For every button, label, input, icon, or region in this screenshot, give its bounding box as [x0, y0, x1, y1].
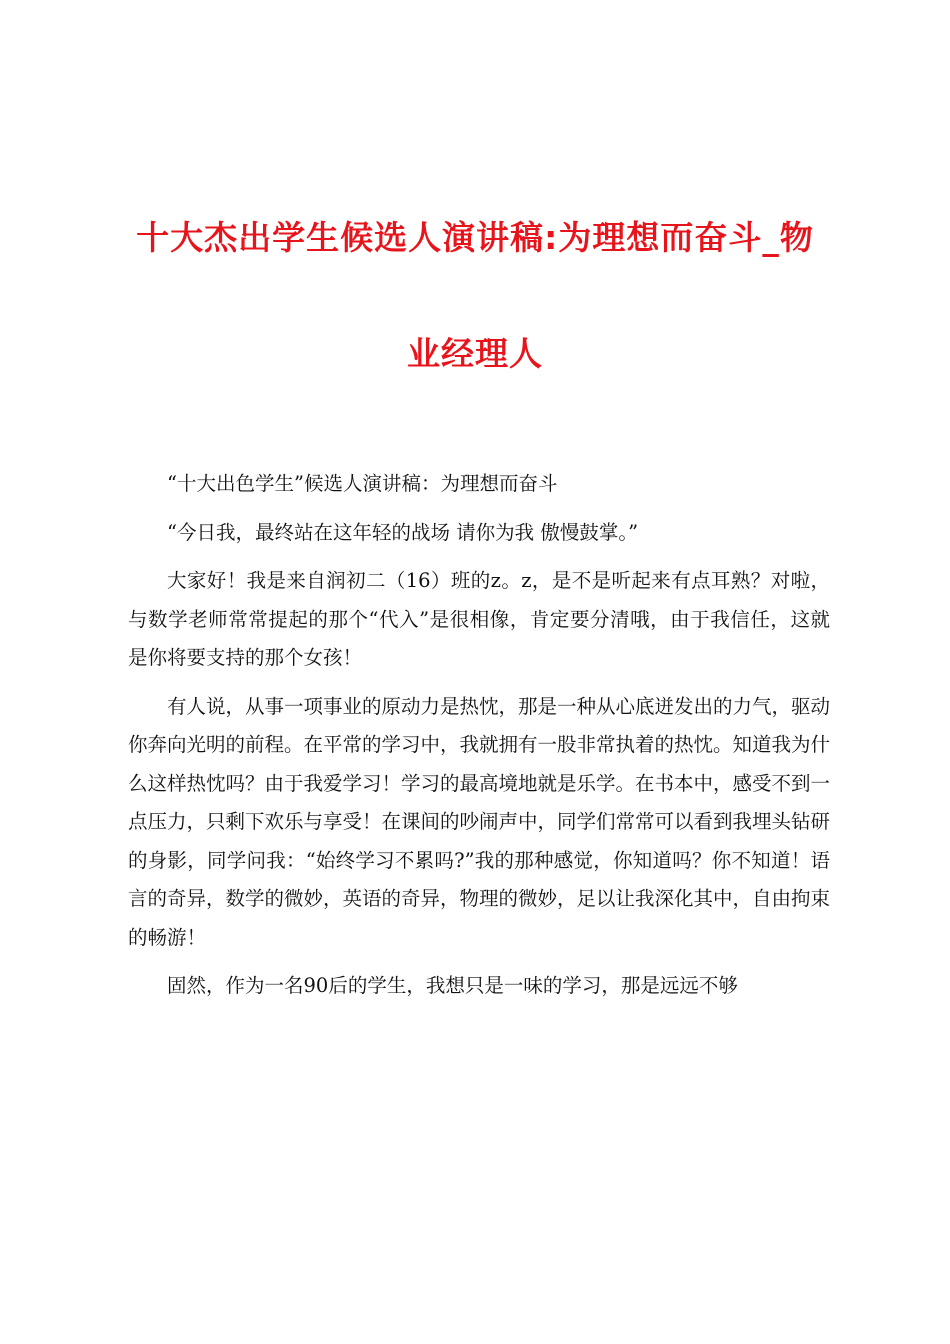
document-title-line-1: 十大杰出学生候选人演讲稿:为理想而奋斗_物 [136, 218, 814, 257]
paragraph-quote: “今日我，最终站在这年轻的战场 请你为我 傲慢鼓掌。” [167, 520, 639, 544]
paragraph-greeting: 大家好！我是来自润初二（16）班的z。z，是不是听起来有点耳熟？对啦，与数学老师常常提起的那个“代入”是很相像，肯定要分清哦，由于我信任，这就是你将要支持的那个女孩！ [128, 569, 830, 669]
paragraph-continued: 固然，作为一名90后的学生，我想只是一味的学习，那是远远不够 [167, 974, 738, 997]
document-title-line-2: 业经理人 [407, 334, 543, 373]
document-body [128, 465, 830, 1006]
paragraph-passion: 有人说，从事一项事业的原动力是热忱，那是一种从心底迸发出的力气，驱动你奔向光明的前程。在平常的学习中，我就拥有一股非常执着的热忱。知道我为什么这样热忱吗？由于我爱学习！学习的最高境地就是乐学。在书本中，感受不到一点压力，只剩下欢乐与享受！在课间的吵闹声中，同学们常常可以看到我埋头钻研的身影，同学问我：“始终学习不累吗?”我的那种感觉，你知道吗？你不知道！语言的奇异，数学的微妙，英语的奇异，物理的微妙，足以让我深化其中，自由拘束的畅游！ [128, 694, 831, 949]
paragraph-subtitle: “十大出色学生”候选人演讲稿：为理想而奋斗 [167, 472, 558, 495]
